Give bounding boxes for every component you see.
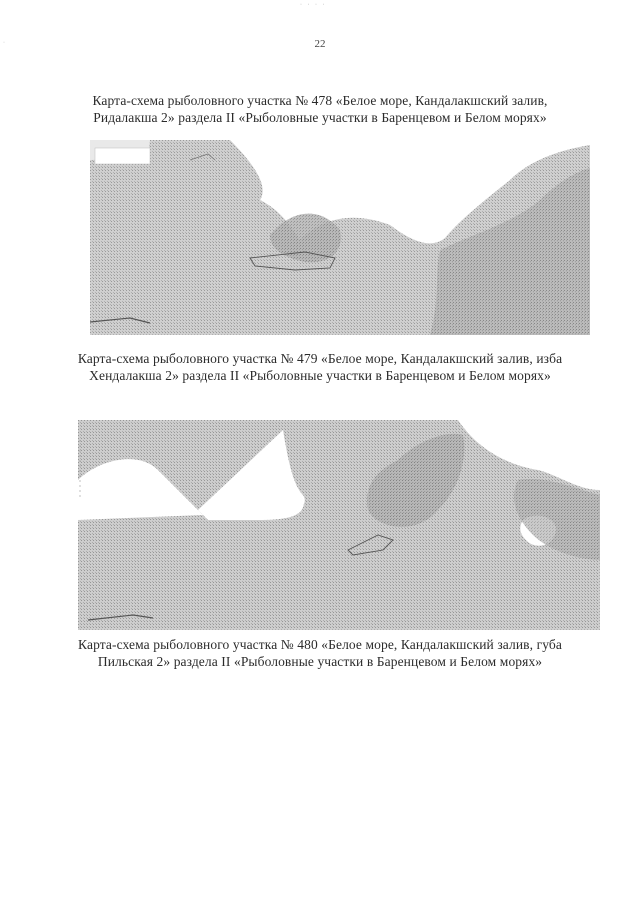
page-number: 22	[314, 38, 326, 50]
caption-478: Карта-схема рыболовного участка № 478 «Белое море, Кандалакшский залив, Ридалакша 2» раздела II «Рыболовные участки в Баренцевом и Белом морях»	[92, 93, 548, 125]
caption-479: Карта-схема рыболовного участка № 479 «Белое море, Кандалакшский залив, изба Хендалакша 2» раздела II «Рыболовные участки в Баренцевом и Белом морях»	[77, 351, 563, 383]
map-478	[90, 140, 590, 335]
margin-mark: ·	[3, 40, 5, 46]
caption-480: Карта-схема рыболовного участка № 480 «Белое море, Кандалакшский залив, губа Пильская 2» раздела II «Рыболовные участки в Баренцевом и Белом морях»	[78, 637, 562, 669]
scan-artifact: · · · ·	[300, 2, 327, 8]
map-479	[78, 420, 600, 630]
